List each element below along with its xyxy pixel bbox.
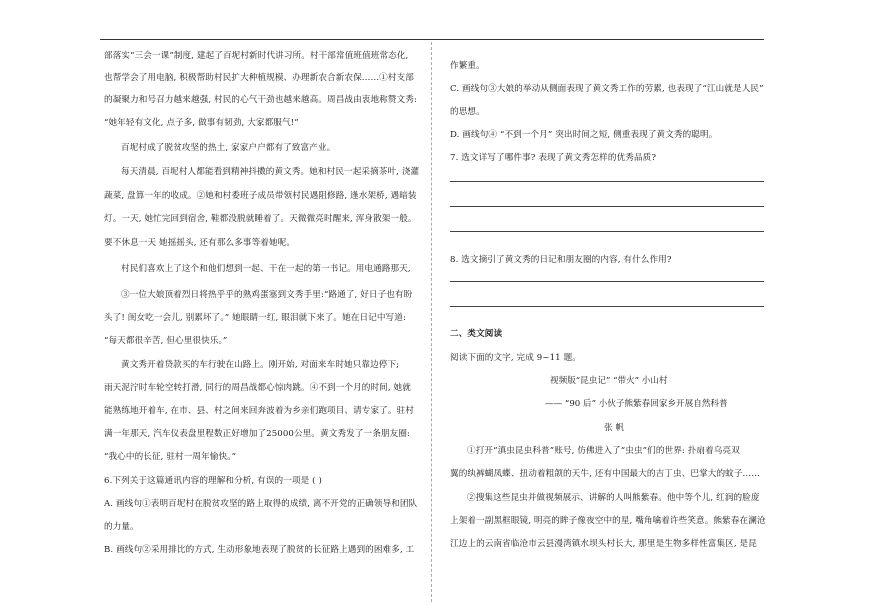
text-line: 满一年那天, 汽车仪表盘里程数正好增加了25000公里。黄文秀发了一条朋友圈: <box>104 429 411 439</box>
text-line: 的凝聚力和号召力越来越强, 村民的心气干劲也越来越高。周昌战由衷地称赞文秀: <box>104 95 417 105</box>
text-line: 头了! 闺女吃一会儿, 别累坏了。” 她眼睛一红, 眼泪就下来了。她在日记中写道: <box>104 313 406 323</box>
question-8: 8. 选文摘引了黄文秀的日记和朋友圈的内容, 有什么作用? <box>450 255 672 265</box>
paragraph-start: ③一位大娘顶着烈日将热乎乎的熟鸡蛋塞到文秀手里:“路通了, 好日子也有盼 <box>121 290 413 300</box>
text-line: “我心中的长征, 驻村一周年愉快。” <box>104 452 237 462</box>
answer-line[interactable] <box>450 206 764 207</box>
text-line: 也帮学会了用电脑, 积极帮助村民扩大种植规模、办理新农合新农保……①村支部 <box>104 73 414 83</box>
text-line: 上架着一副黑框眼镜, 明亮的眸子像夜空中的星, 嘴角噙着许些笑意。熊紫春在澜沧 <box>450 516 766 526</box>
top-rule <box>100 39 764 40</box>
paragraph-start: 百坭村成了脱贫攻坚的热土, 家家户户都有了致富产业。 <box>121 143 336 153</box>
option-a: A. 画线句①表明百坭村在脱贫攻坚的路上取得的成绩, 离不开党的正确领导和团队 <box>104 499 418 509</box>
option-d: D. 画线句④ “不到一个月” 突出时间之短, 侧重表现了黄文秀的聪明。 <box>450 130 718 140</box>
text-line: 能熟练地开着车, 在市、县、村之间来回奔波着为乡亲们跑项目、请专家了。驻村 <box>104 406 414 416</box>
question-7: 7. 选文详写了哪件事? 表现了黄文秀怎样的优秀品质? <box>450 153 657 163</box>
author: 张 帆 <box>604 423 624 433</box>
option-c: C. 画线句③大娘的举动从侧面表现了黄文秀工作的劳累, 也表现了“江山就是人民” <box>450 84 764 94</box>
text-line: 的思想。 <box>450 107 485 117</box>
text-line: 的力量。 <box>104 522 139 532</box>
answer-line[interactable] <box>450 231 764 232</box>
text-line: “她年轻有文化, 点子多, 做事有韧劲, 大家都服气!” <box>104 118 299 128</box>
text-line: 翼的纨裤蝴凤蝶、扭动着粗颌的天牛, 还有中国最大的吉丁虫、巴掌大的蚊子…… <box>450 469 760 479</box>
paragraph-start: 黄文秀开着贷款买的车行驶在山路上。刚开始, 对面来车时她只靠边停下; <box>121 360 400 370</box>
text-line: 要不休息一天 她摇摇头, 还有那么多事等着她呢。 <box>104 238 296 248</box>
text-line: 雨天泥泞时车轮空转打滑, 同行的周昌战都心惊肉跳。④不到一个月的时间, 她就 <box>104 383 411 393</box>
paragraph-start: 每天清晨, 百坭村人都能看到精神抖擞的黄文秀。她和村民一起采摘茶叶, 浇灌 <box>121 167 420 177</box>
text-line: 作繁重。 <box>450 61 485 71</box>
instruction: 阅读下面的文字, 完成 9~11 题。 <box>450 353 581 363</box>
answer-line[interactable] <box>450 181 764 182</box>
text-line: 灯。一天, 她忙完回到宿舍, 鞋都没脱就睡着了。天微微亮时醒来, 浑身散架一般。 <box>104 214 417 224</box>
section-title: 二、类文阅读 <box>450 329 503 339</box>
text-line: 部落实“三会一课”制度, 建起了百坭村新时代讲习所。村干部常值班值班常态化, <box>104 51 409 61</box>
answer-line[interactable] <box>450 306 764 307</box>
paragraph-start: ①打开“滇虫昆虫科普”账号, 仿佛进入了“虫虫”们的世界: 扑扇着乌亮双 <box>467 446 740 456</box>
answer-line[interactable] <box>450 281 764 282</box>
option-b: B. 画线句②采用排比的方式, 生动形象地表现了脱贫的长征路上遇到的困难多, 工 <box>104 545 415 555</box>
text-line: 蔬菜, 盘算一年的收成。②她和村委班子成员带领村民遇阻修路, 逢水架桥, 遇暗装 <box>104 191 417 201</box>
column-divider <box>431 42 432 602</box>
question-6: 6.下列关于这篇通讯内容的理解和分析, 有误的一项是 ( ) <box>104 476 322 486</box>
text-line: 江边上的云南省临沧市云县漫湾镇水坝头村长大, 那里是生物多样性富集区, 是昆 <box>450 539 757 549</box>
paragraph-start: ②搜集这些昆虫并做视频展示、讲解的人叫熊紫春。他中等个儿, 红润的脸庞 <box>467 493 760 503</box>
text-line: “每天都很辛苦, 但心里很快乐。” <box>104 336 228 346</box>
article-subtitle: —— “90 后” 小伙子熊紫春回家乡开展自然科普 <box>545 399 728 409</box>
paragraph-start: 村民们喜欢上了这个和他们想到一起、干在一起的第一书记。用电通路那天, <box>121 264 411 274</box>
article-title: 视频版“昆虫记” “带火” 小山村 <box>550 376 668 386</box>
